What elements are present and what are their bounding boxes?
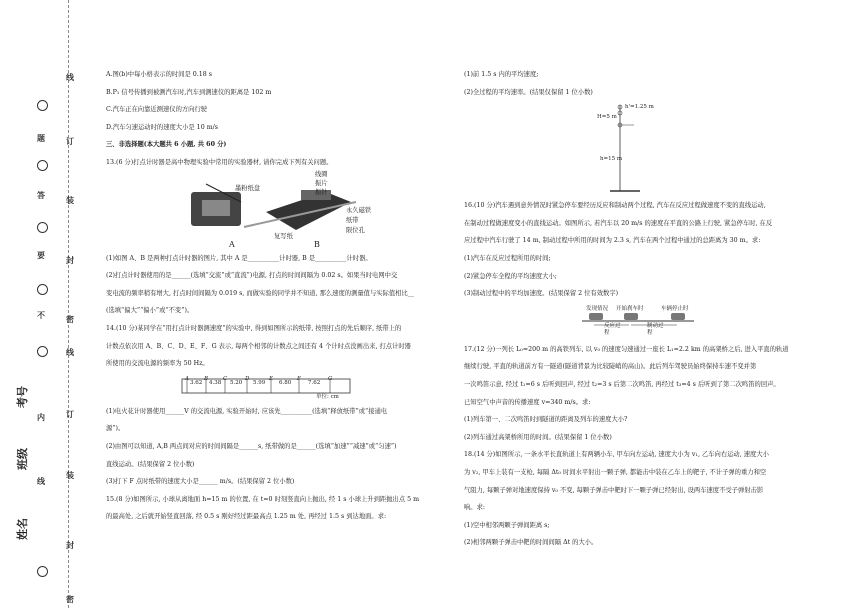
left-column [106,66,446,526]
point-label: E [269,375,274,382]
q14-stem: 14.(10 分)某同学在“用打点计时器测速度”的实验中, 得到如图所示的纸带, 按照打点的先后顺序, 纸带上的 [106,324,402,332]
stage-label: 发现情况 [586,305,609,312]
binding-hole [37,160,48,171]
q14-part1-end: 源”)。 [106,425,125,433]
process-label: 制动过程 [647,322,664,336]
q13-part2-options: (选填“偏大”“偏小”或“不变”)。 [106,307,194,315]
side-char: 线 [37,476,45,486]
seal-char: 装 [66,195,74,205]
class-label: 班级 [16,448,29,470]
q17-stem-end: 已知空气中声音的传播速度 v=340 m/s。求: [464,398,591,406]
q14-stem-cont: 计数点依次用 A、B、C、D、E、F、G 表示, 每两个相邻的计数点之间还有 4 个计时点没画出来, 打点计时器 [106,342,411,350]
side-char: 内 [37,412,45,422]
segment-value: 6.80 [279,379,292,386]
q14-part2: (2)由图可以知道, A,B 两点间对应的时间间隔是______s, 纸带做的是______(选填“加速”“减速”或“匀速”) [106,442,397,450]
side-char: 要 [37,250,45,260]
ball-throw-figure [464,101,834,197]
part-label: 线圈 [315,170,328,178]
part-label: 墨粉纸盘 [235,184,261,192]
segment-value: 7.62 [308,379,321,386]
q17-stem-cont2: 一次鸣笛示意, 经过 t₁=6 s 后听到回声, 经过 t₂=3 s 后第二次鸣笛, 再经过 t₃=4 s 后听到了第二次鸣笛的回声。 [464,380,780,388]
part-label: 限位孔 [346,226,365,234]
stage-label: 车辆停止时 [661,305,689,312]
part-label: 复写纸 [274,232,293,240]
seal-char: 密 [66,594,74,604]
figure-a-label: A [229,239,235,249]
part-label: 振针 [315,188,328,196]
point-label: C [223,375,228,382]
binding-hole [37,346,48,357]
point-label: F [297,375,301,382]
segment-value: 4.38 [209,379,222,386]
q17-part2: (2)列车通过高架桥所用的时间。(结果保留 1 位小数) [464,433,612,441]
q15-stem-end: 的最高处, 之后就开始竖直回落, 经 0.5 s 刚好经过距最高点 1.25 m 处, 再经过 1.5 s 到达地面。求: [106,513,387,521]
side-char: 答 [37,190,45,200]
point-label: B [204,375,209,382]
h2-label: H=5 m [597,114,617,121]
side-char: 题 [37,133,45,143]
part-label: 永久磁铁 [346,206,372,214]
h3-label: h=15 m [600,156,623,163]
right-column [464,66,834,552]
paper-tape [106,373,446,403]
name-label: 姓名 [16,518,29,540]
q14-stem-end: 所使用的交流电源的频率为 50 Hz。 [106,360,209,368]
process-label: 反应过程 [604,322,621,336]
q18-part1: (1)空中相邻两颗子弹间距离 s; [464,521,550,529]
exam-number-label: 考号 [16,386,29,408]
q17-part1: (1)列车第一、二次鸣笛时到隧道的距离及列车的速度大小? [464,416,628,424]
seal-char: 订 [66,409,74,419]
segment-value: 5.99 [253,379,266,386]
seal-char: 装 [66,470,74,480]
tape-unit: 单位: cm [316,393,339,400]
stage-label: 开始刹车时 [616,305,644,312]
seal-char: 封 [66,255,74,265]
seal-char: 线 [66,72,74,82]
side-char: 不 [37,310,45,320]
q18-stem: 18.(14 分)如图所示, 一条水平长直轨道上有两辆小车, 甲车向左运动, 速度大小为 v₁, 乙车向右运动, 速度大小 [464,451,769,459]
q13-part2: (2)打点计时器使用的是______(选填“交流”或“直流”)电源, 打点的时间间隔为 0.02 s。如果当时电网中交 [106,272,398,280]
q17-stem-cont: 继续行驶, 平直的轨道前方有一隧道(隧道背景为比较陡峭的高山)。此后列车驾驶员始终保持车速不变并第 [464,363,757,371]
seal-line [68,0,69,608]
figure-b-label: B [314,239,320,249]
q18-stem-cont: 为 v₂, 甲车上装有一支枪, 每隔 Δt₀ 时间水平射出一颗子弹, 都能击中装在乙车上的靶子, 不计子弹的重力和空 [464,468,767,476]
q16-stem: 16.(10 分)汽车遇到意外情况时紧急停车要经历反应和制动两个过程, 汽车在反应过程做速度不变的直线运动, [464,202,766,210]
q14-part1: (1)电火花计时器使用______V 的交流电源, 实验开始时, 应该先__________(选填“释放纸带”或“接通电 [106,407,388,415]
point-label: D [245,375,250,382]
point-label: G [328,375,333,382]
q16-part2: (2)紧急停车全程的平均速度大小; [464,272,557,280]
q16-stem-end: 应过程中汽车行驶了 14 m, 制动过程中所用的时间为 2.3 s, 汽车在两个过程中通过的总距离为 30 m。求: [464,237,761,245]
segment-value: 5.20 [230,379,243,386]
seal-char: 订 [66,136,74,146]
timer-figure [106,172,446,250]
seal-char: 线 [66,347,74,357]
option-c: C.汽车正在向靠近测速仪的方向行驶 [106,106,208,114]
q18-part2: (2)相邻两颗子弹击中靶的时间间隔 Δt 的大小。 [464,539,598,547]
q16-part1: (1)汽车在反应过程所用的时间; [464,254,551,262]
option-d: D.汽车匀速运动时的速度大小是 10 m/s [106,123,219,131]
binding-hole [37,100,48,111]
paper-tape-figure [106,373,446,403]
binding-hole [37,222,48,233]
braking-figure [464,303,834,341]
section-heading: 三、非选择题(本大题共 6 小题, 共 60 分) [106,141,227,149]
q14-part3: (3)打下 F 点时纸带的速度大小是______ m/s。(结果保留 2 位小数) [106,478,295,486]
binding-margin [0,0,90,608]
q14-part2-end: 直线运动。(结果保留 2 位小数) [106,460,195,468]
seal-char: 密 [66,314,74,324]
q18-stem-cont2: 气阻力, 每颗子弹对地速度保持 v₀ 不变, 每颗子弹击中靶时下一颗子弹已经射出, 设两车速度不受子弹射击影 [464,486,764,494]
binding-hole [37,566,48,577]
q13-part1: (1)如图 A、B 是两种打点计时器的图片, 其中 A 是__________计时器, B 是__________计时器。 [106,254,372,262]
option-b: B.P₁ 信号传播到被测汽车时,汽车到测速仪的距离是 102 m [106,88,272,96]
q13-part2-cont: 变电流的频率稍有增大, 打点时间间隔为 0.019 s, 而做实验的同学并不知道, 那么速度的测量值与实际值相比__ [106,289,415,297]
part-label: 振片 [315,179,328,187]
q15-part2: (2)全过程的平均速率。(结果仅保留 1 位小数) [464,88,593,96]
h1-label: h'=1.25 m [625,104,654,111]
q16-part3: (3)制动过程中的平均加速度。(结果保留 2 位有效数字) [464,290,619,298]
q18-stem-end: 响。求: [464,504,486,512]
option-a: A.图(b)中每小格表示的时间是 0.18 s [106,71,213,78]
seal-char: 封 [66,540,74,550]
segment-value: 3.62 [190,379,203,386]
point-label: A [185,375,189,382]
q15-part1: (1)前 1.5 s 内的平均速度; [464,71,539,78]
binding-hole [37,284,48,295]
q16-stem-cont: 在制动过程做速度变小的直线运动。如图所示, 若汽车以 20 m/s 的速度在平直的公路上行驶, 紧急停车时, 在反 [464,219,773,227]
q17-stem: 17.(12 分)一列长 L₀=200 m 的高铁列车, 以 v₀ 的速度匀速通过一座长 L₁=2.2 km 的高架桥之后, 进入平直的轨道 [464,345,789,353]
q15-stem: 15.(8 分)如图所示, 小球从离地面 h=15 m 的位置, 在 t=0 时刻竖直向上抛出, 经 1 s 小球上升到距抛出点 5 m [106,495,420,503]
q13-stem: 13.(6 分)打点计时器是高中物理实验中常用的实验器材, 请你完成下列有关问题。 [106,158,333,166]
part-label: 纸带 [346,216,359,224]
